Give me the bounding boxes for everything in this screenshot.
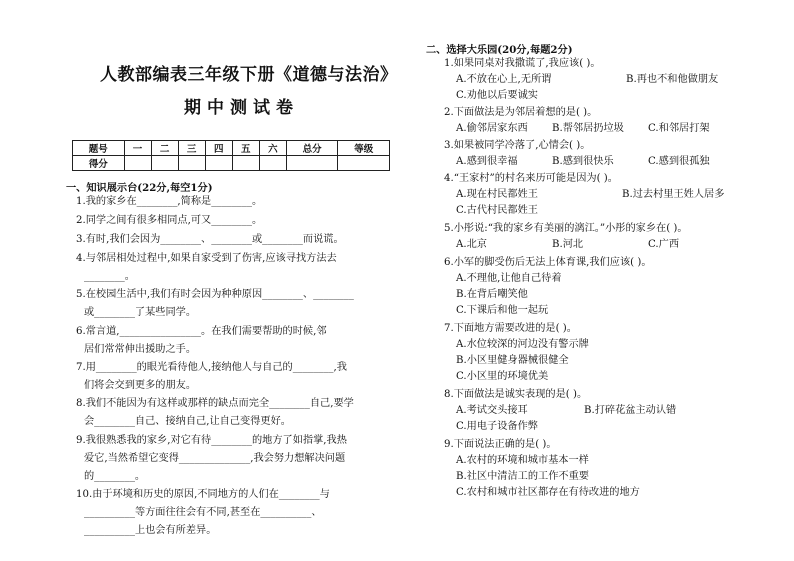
- option-a[interactable]: A.水位较深的河边没有警示牌: [456, 339, 589, 350]
- option-c[interactable]: C.小区里的环境优美: [456, 371, 549, 382]
- option-a[interactable]: A.北京: [456, 239, 487, 250]
- option-a[interactable]: A.不理他,让他自己待着: [456, 273, 562, 284]
- option-b[interactable]: B.河北: [552, 239, 584, 250]
- question-line: 会________自己、接纳自己,让自己变得更好。: [84, 416, 291, 427]
- table-header-cell: 题号: [73, 141, 125, 156]
- option-c[interactable]: C.感到很孤独: [648, 156, 710, 167]
- exam-subtitle: 期中测试卷: [184, 98, 299, 118]
- question-line: 8.下面做法是诚实表现的是( )。: [444, 389, 588, 400]
- question-line: 7.用________的眼光看待他人,接纳他人与自己的________,我: [76, 362, 347, 373]
- question-line: 4.与邻居相处过程中,如果自家受到了伤害,应该寻找方法去: [76, 253, 337, 264]
- table-header-cell: 等级: [338, 141, 390, 156]
- score-cell[interactable]: [124, 156, 151, 171]
- option-c[interactable]: C.下课后和他一起玩: [456, 305, 549, 316]
- option-a[interactable]: A.现在村民都姓王: [456, 189, 538, 200]
- score-table: [72, 140, 390, 171]
- option-c[interactable]: C.劝他以后要诚实: [456, 90, 538, 101]
- question-line: ________。: [84, 271, 135, 282]
- option-c[interactable]: C.古代村民都姓王: [456, 205, 538, 216]
- option-a[interactable]: A.农村的环境和城市基本一样: [456, 455, 589, 466]
- option-c[interactable]: C.广西: [648, 239, 680, 250]
- section-2-heading: 二、选择大乐园(20分,每题2分): [426, 44, 573, 56]
- question-line: 3.如果被同学冷落了,心情会( )。: [444, 140, 591, 151]
- option-a[interactable]: A.偷邻居家东西: [456, 123, 528, 134]
- option-a[interactable]: A.考试交头接耳: [456, 405, 528, 416]
- question-line: 或________了某些同学。: [84, 307, 197, 318]
- question-line: 的________。: [84, 471, 146, 482]
- question-line: 9.我很熟悉我的家乡,对它有待________的地方了如指掌,我热: [76, 435, 347, 446]
- option-c[interactable]: C.用电子设备作弊: [456, 421, 538, 432]
- question-line: 10.由于环境和历史的原因,不同地方的人们在________与: [76, 489, 330, 500]
- score-table-header-row: [73, 141, 390, 156]
- table-header-cell: 五: [232, 141, 259, 156]
- question-line: 6.常言道,________________。在我们需要帮助的时候,邻: [76, 326, 327, 337]
- section-1-heading: 一、知识展示台(22分,每空1分): [66, 182, 213, 194]
- option-a[interactable]: A.不放在心上,无所谓: [456, 74, 552, 85]
- table-header-cell: 总分: [286, 141, 338, 156]
- question-line: 1.如果同桌对我撒谎了,我应该( )。: [444, 58, 601, 69]
- question-line: 5.在校园生活中,我们有时会因为种种原因________、________: [76, 289, 354, 300]
- option-a[interactable]: A.感到很幸福: [456, 156, 518, 167]
- option-b[interactable]: B.再也不和他做朋友: [626, 74, 719, 85]
- question-line: 9.下面说法正确的是( )。: [444, 439, 557, 450]
- option-b[interactable]: B.打碎花盆主动认错: [584, 405, 677, 416]
- question-line: 7.下面地方需要改进的是( )。: [444, 323, 577, 334]
- question-line: 们将会交到更多的朋友。: [84, 380, 197, 391]
- table-row-label: 得分: [73, 156, 125, 171]
- option-b[interactable]: B.过去村里王姓人居多: [622, 189, 725, 200]
- option-b[interactable]: B.帮邻居扔垃圾: [552, 123, 624, 134]
- table-header-cell: 三: [178, 141, 205, 156]
- option-c[interactable]: C.和邻居打架: [648, 123, 710, 134]
- option-b[interactable]: B.社区中清洁工的工作不重要: [456, 471, 589, 482]
- question-line: 2.下面做法是为邻居着想的是( )。: [444, 107, 598, 118]
- score-cell[interactable]: [151, 156, 178, 171]
- table-header-cell: 六: [259, 141, 286, 156]
- option-c[interactable]: C.农村和城市社区都存在有待改进的地方: [456, 487, 640, 498]
- option-b[interactable]: B.小区里健身器械很健全: [456, 355, 569, 366]
- table-header-cell: 二: [151, 141, 178, 156]
- question-line: 1.我的家乡在________,简称是________。: [76, 196, 263, 207]
- question-line: 8.我们不能因为有这样或那样的缺点而完全________自己,要学: [76, 398, 354, 409]
- score-table-score-row: [73, 156, 390, 171]
- score-cell[interactable]: [232, 156, 259, 171]
- question-line: 爱它,当然希望它变得______________,我会努力想解决问题: [84, 453, 346, 464]
- score-cell[interactable]: [338, 156, 390, 171]
- question-line: 3.有时,我们会因为________、________或________而说谎。: [76, 234, 344, 245]
- question-line: 居们常常伸出援助之手。: [84, 344, 197, 355]
- score-cell[interactable]: [259, 156, 286, 171]
- question-line: __________等方面往往会有不同,甚至在__________、: [84, 507, 322, 518]
- question-line: 4.“王家村”的村名来历可能是因为( )。: [444, 173, 618, 184]
- table-header-cell: 四: [205, 141, 232, 156]
- score-cell[interactable]: [205, 156, 232, 171]
- option-b[interactable]: B.感到很快乐: [552, 156, 614, 167]
- question-line: 5.小彤说:“我的家乡有美丽的漓江。”小彤的家乡在( )。: [444, 223, 688, 234]
- score-cell[interactable]: [286, 156, 338, 171]
- table-header-cell: 一: [124, 141, 151, 156]
- score-cell[interactable]: [178, 156, 205, 171]
- exam-title: 人教部编表三年级下册《道德与法治》: [100, 65, 398, 85]
- question-line: 6.小军的脚受伤后无法上体育课,我们应该( )。: [444, 257, 652, 268]
- option-b[interactable]: B.在背后嘲笑他: [456, 289, 528, 300]
- question-line: __________上也会有所差异。: [84, 525, 217, 536]
- question-line: 2.同学之间有很多相同点,可又________。: [76, 215, 263, 226]
